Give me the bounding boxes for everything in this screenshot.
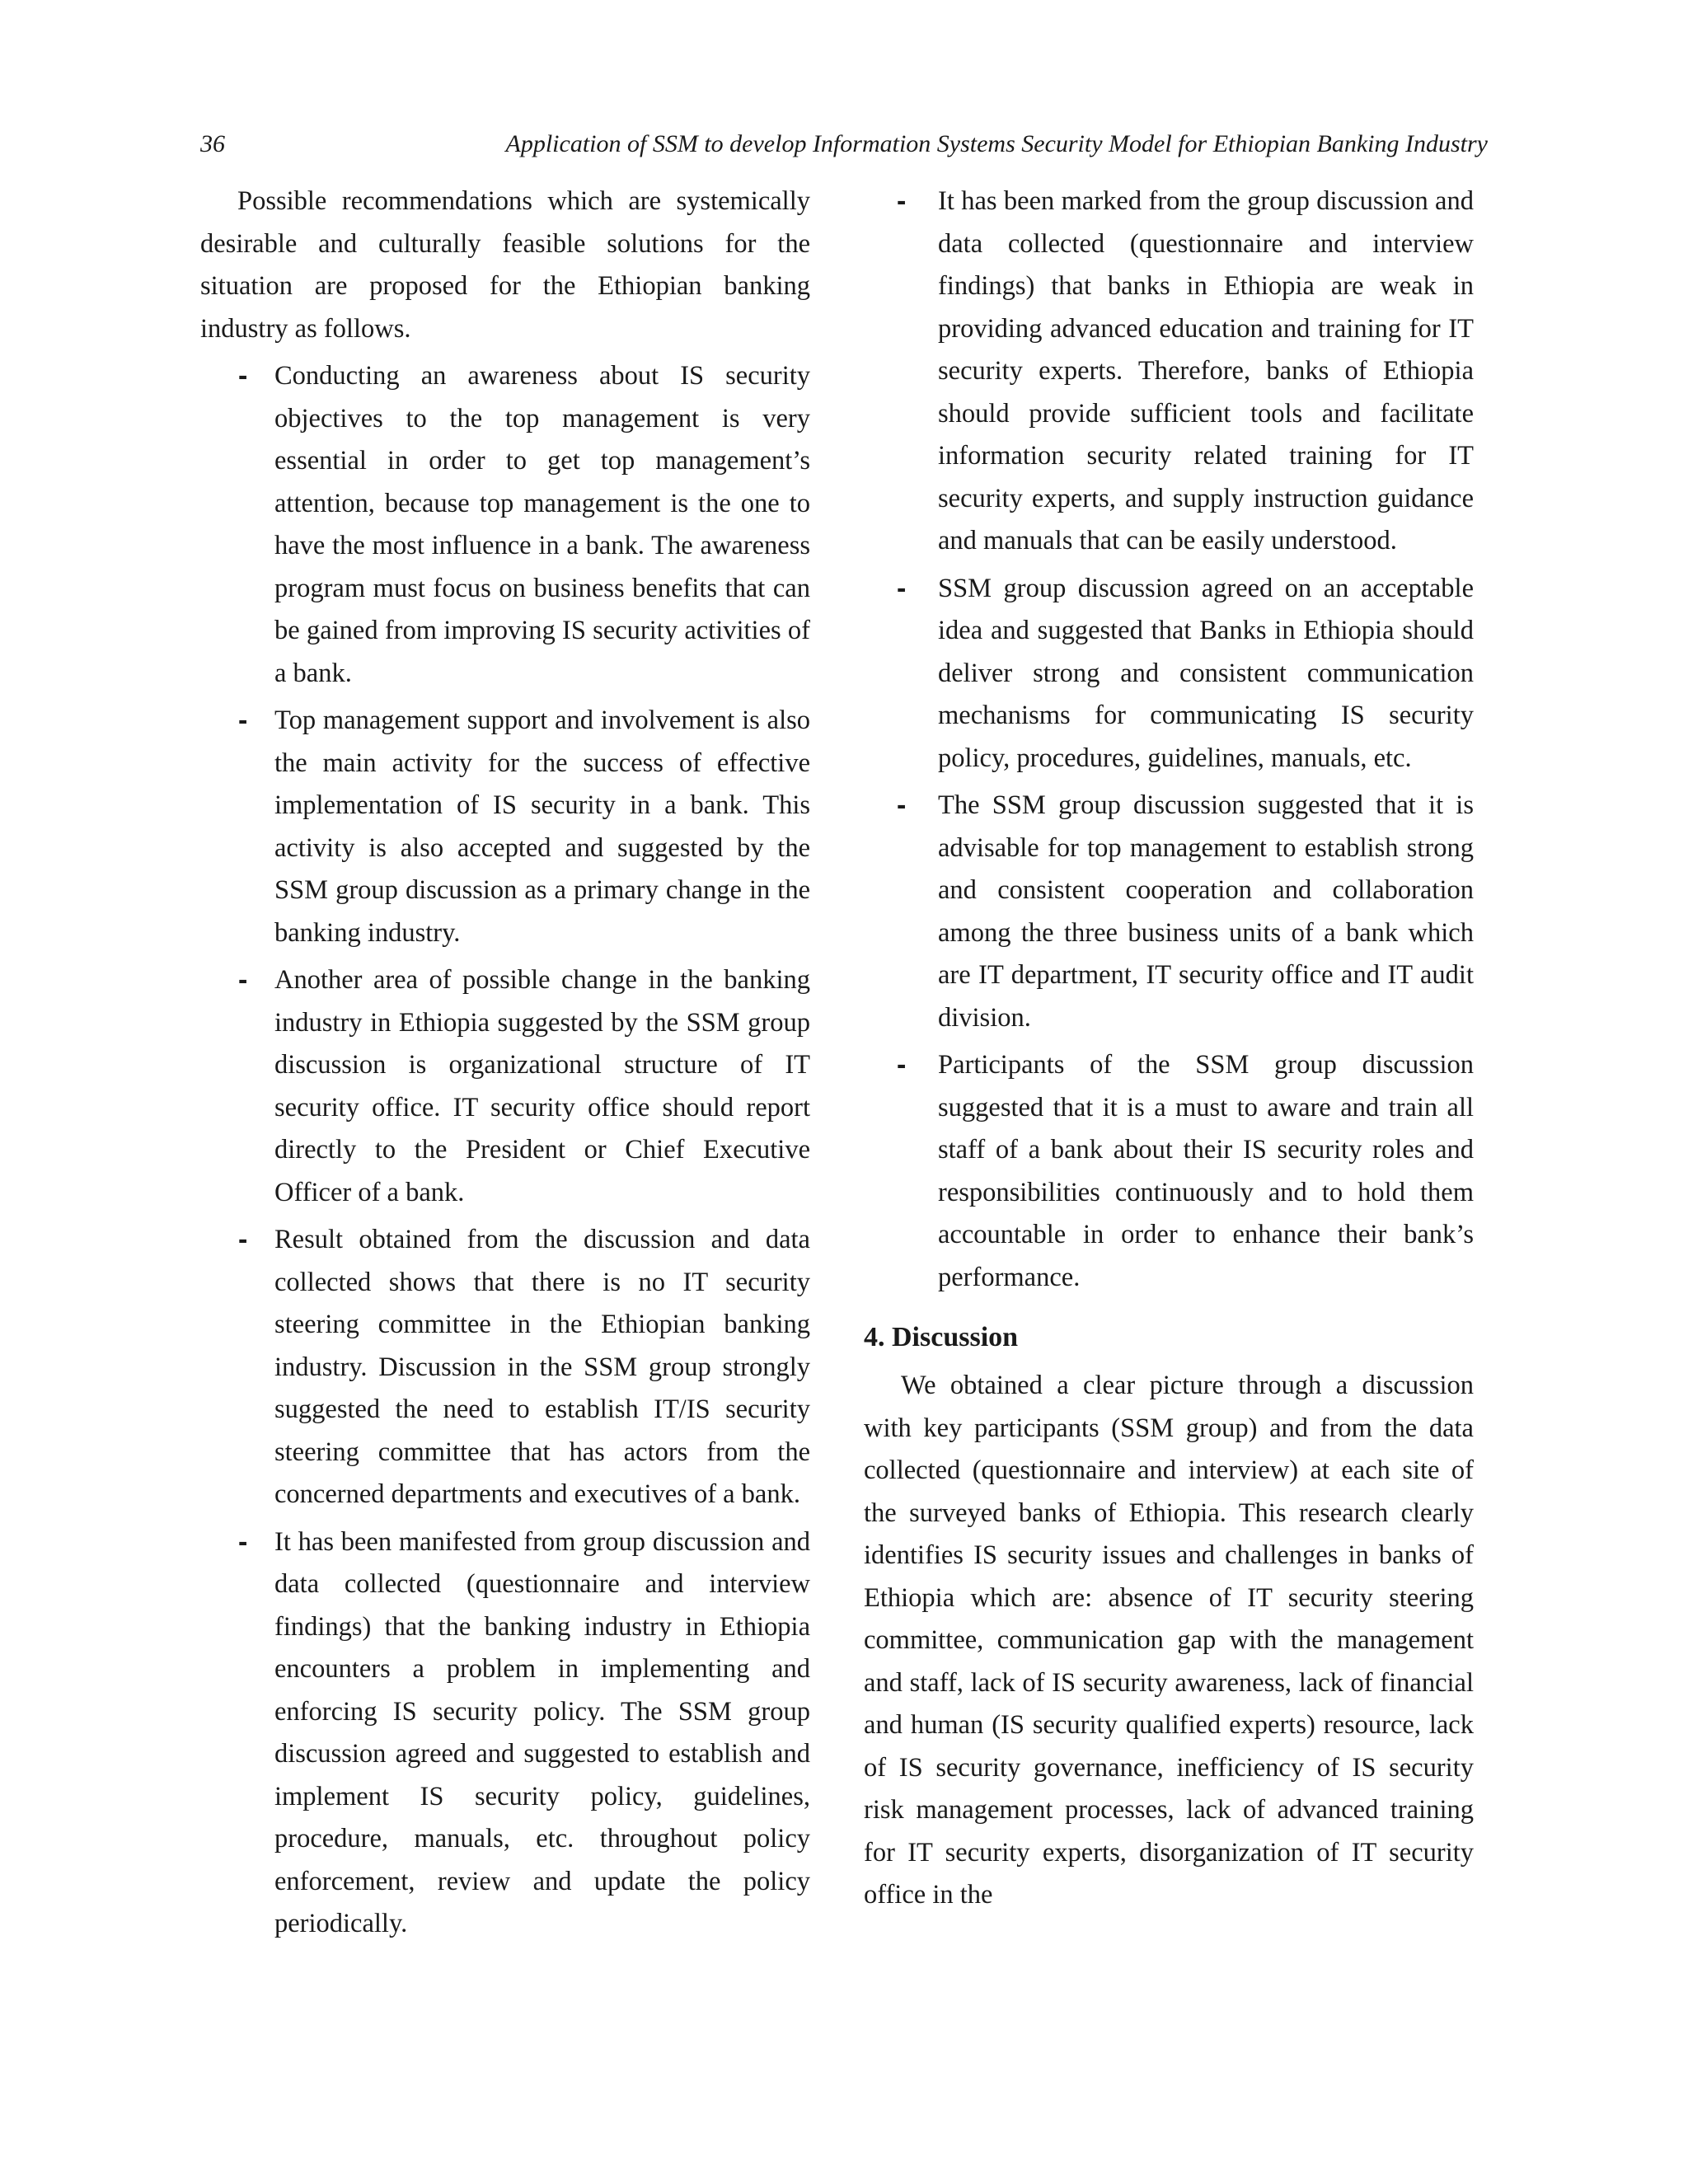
list-item-text: Result obtained from the discussion and data collected shows that there is no IT security steering committee in the Ethiopian banking industry. Discussion in the SSM group strongly suggested the need to establish IT/IS security steering committee that has actors from the concerned departments and executives of a bank.: [274, 1225, 810, 1509]
list-item-text: Conducting an awareness about IS security objectives to the top management is very essential in order to get top management’s attention, because top management is the one to have the most influence in a bank. The awareness program must focus on business benefits that can be gained from improving IS security activities of a bank.: [274, 361, 810, 688]
right-column: [864, 180, 1474, 1922]
list-item-text: It has been manifested from group discussion and data collected (questionnaire and interview findings) that the banking industry in Ethiopia encounters a problem in implementing and enforcing IS security policy. The SSM group discussion agreed and suggested to establish and implement IS security policy, guidelines, procedure, manuals, etc. throughout policy enforcement, review and update the policy periodically.: [274, 1526, 810, 1938]
list-item-text: Participants of the SSM group discussion suggested that it is a must to aware and train all staff of a bank about their IS security roles and responsibilities continuously and to hold them accountable in order to enhance their bank’s performance.: [938, 1050, 1474, 1292]
list-item-text: It has been marked from the group discussion and data collected (questionnaire and interview findings) that banks in Ethiopia are weak in providing advanced education and training for IT security experts. Therefore, banks of Ethiopia should provide sufficient tools and facilitate information security related training for IT security experts, and supply instruction guidance and manuals that can be easily understood.: [938, 186, 1474, 555]
list-item: [864, 785, 1474, 1039]
bullet-dash: -: [238, 1224, 248, 1255]
page-number: 36: [200, 130, 225, 157]
list-item: [864, 568, 1474, 780]
list-item: [200, 700, 810, 954]
left-column: [200, 180, 810, 1951]
discussion-paragraph: We obtained a clear picture through a discussion with key participants (SSM group) and from the data collected (questionnaire and interview) at each site of the surveyed banks of Ethiopia. This research clearly identifies IS security issues and challenges in banks of Ethiopia which are: absence of IT security steering committee, communication gap with the management and staff, lack of IS security awareness, lack of financial and human (IS security qualified experts) resource, lack of IS security governance, inefficiency of IS security risk management processes, lack of advanced training for IT security experts, disorganization of IT security office in the: [864, 1371, 1474, 1910]
list-item: [864, 180, 1474, 563]
bullet-dash: -: [897, 185, 907, 217]
bullet-dash: -: [897, 790, 907, 821]
list-item-text: The SSM group discussion suggested that it is advisable for top management to establish strong and consistent cooperation and collaboration among the three business units of a bank which are IT department, IT security office and IT audit division.: [938, 790, 1474, 1033]
bullet-dash: -: [238, 705, 248, 736]
running-title: Application of SSM to develop Information Systems Security Model for Ethiopian Banking Industry: [505, 130, 1488, 157]
section-heading-discussion: 4. Discussion: [864, 1322, 1019, 1352]
bullet-dash: -: [238, 360, 248, 391]
list-item-text: SSM group discussion agreed on an acceptable idea and suggested that Banks in Ethiopia should deliver strong and consistent communication mechanisms for communicating IS security policy, procedures, guidelines, manuals, etc.: [938, 573, 1474, 773]
list-item: [200, 355, 810, 695]
recommendation-list-left: [200, 355, 810, 1946]
list-item: [200, 1219, 810, 1516]
bullet-dash: -: [238, 1526, 248, 1558]
bullet-dash: -: [238, 964, 248, 996]
list-item: [864, 1044, 1474, 1299]
list-item: [200, 959, 810, 1214]
list-item: [200, 1521, 810, 1946]
list-item-text: Top management support and involvement is also the main activity for the success of effective implementation of IS security in a bank. This activity is also accepted and suggested by the SSM group discussion as a primary change in the banking industry.: [274, 705, 810, 948]
bullet-dash: -: [897, 572, 907, 604]
intro-paragraph: Possible recommendations which are systemically desirable and culturally feasible solutions for the situation are proposed for the Ethiopian banking industry as follows.: [200, 186, 810, 344]
list-item-text: Another area of possible change in the banking industry in Ethiopia suggested by the SSM group discussion is organizational structure of IT security office. IT security office should report directly to the President or Chief Executive Officer of a bank.: [274, 965, 810, 1207]
bullet-dash: -: [897, 1049, 907, 1080]
recommendation-list-right: [864, 180, 1474, 1299]
